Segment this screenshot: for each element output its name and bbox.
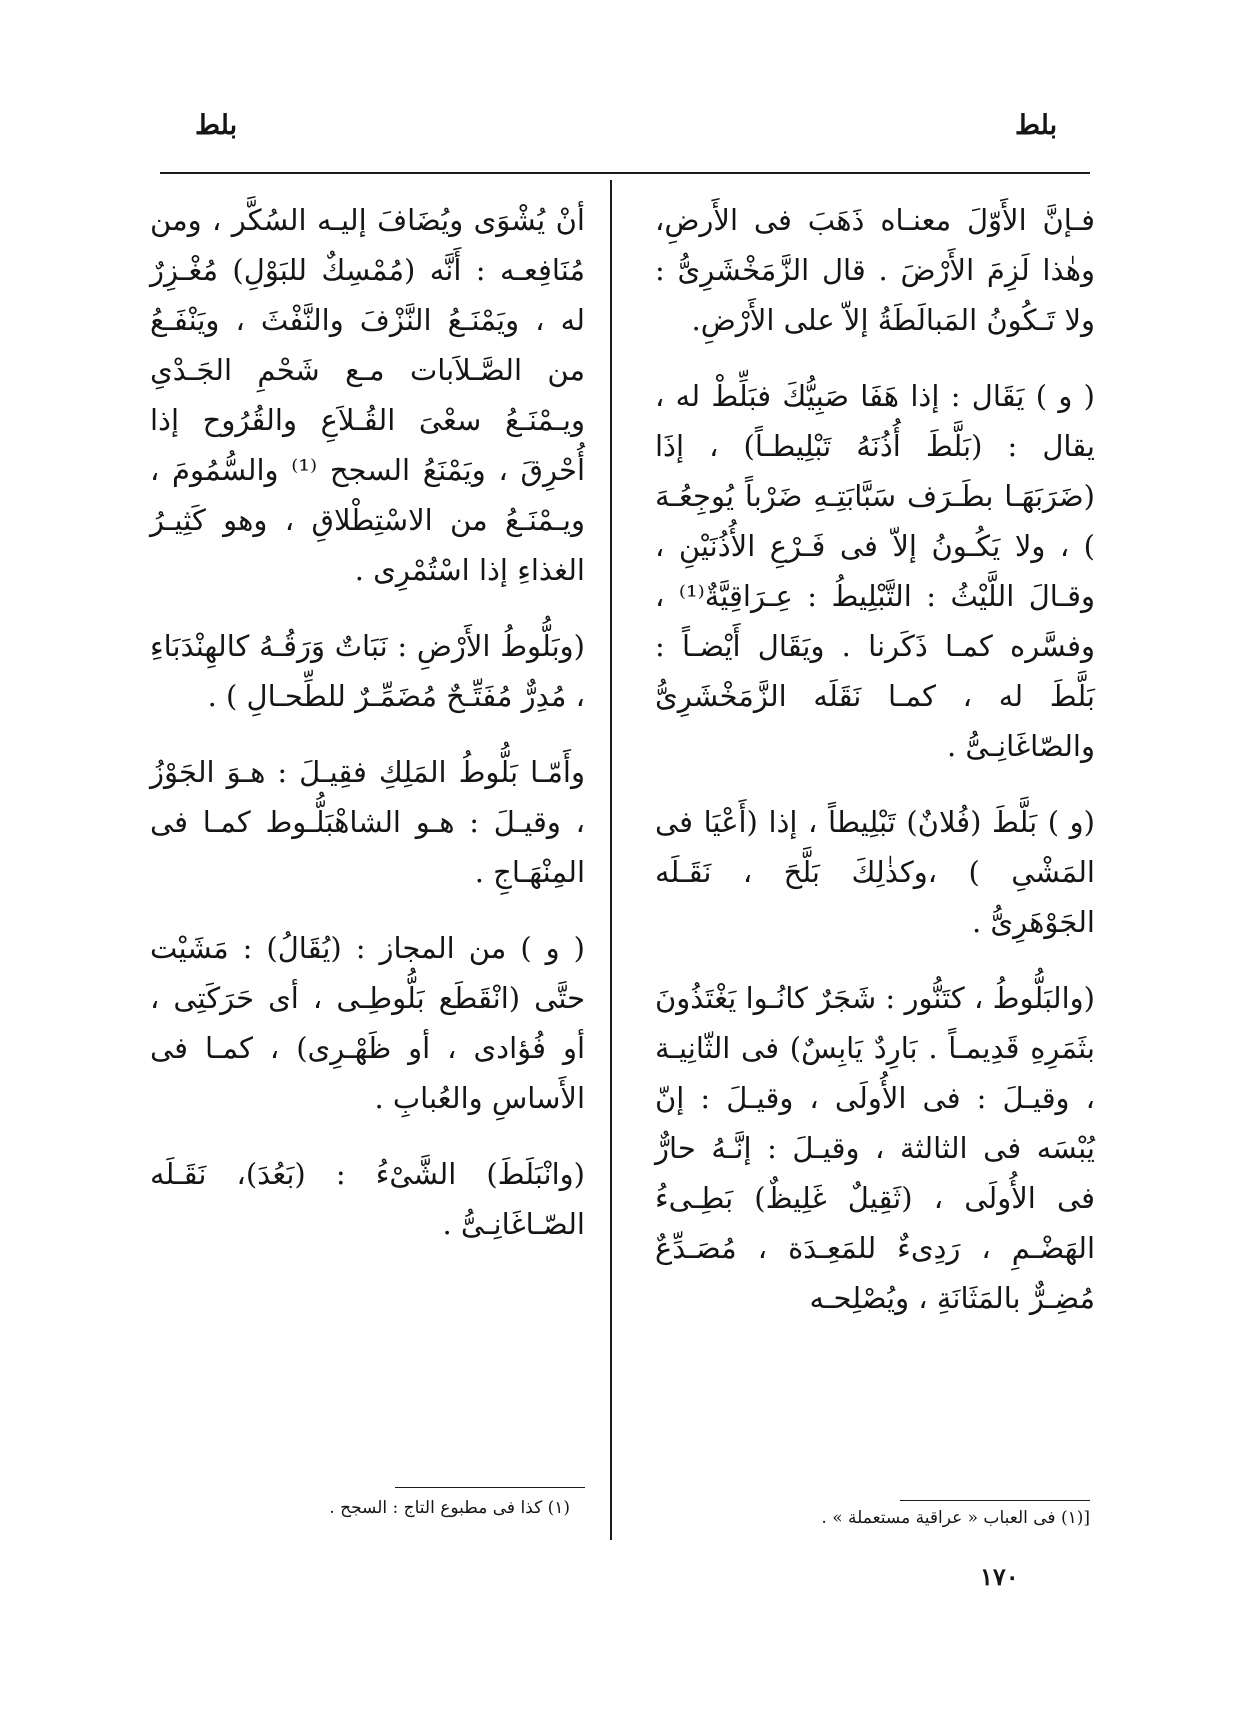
left-column-paragraph: (وانْبَلَطَ) الشَّىْءُ : (بَعُدَ)، نَقَـلَه الصّـاغَانِـىُّ . [150,1157,585,1241]
footnote-right: [(١) فى العباب « عراقية مستعملة » . [821,1508,1090,1528]
running-header-right: بلط [1015,110,1058,141]
footnote-rule-right [900,1500,1090,1501]
right-column [655,195,1095,1349]
page-number: ١٧٠ [980,1562,1019,1591]
header-rule [160,172,1090,174]
right-column-paragraph: (والبَلُّوطُ ، كتَنُّور : شَجَرٌ كانُـوا يَغْتَذُونَ بثَمَرِهِ قَدِيمـاً . بَارِدٌ يَابِسٌ) فى الثّانِيـة ، وقيـلَ : فى الأُولَى ، وقيـلَ : إنّ يُبْسَه فى الثالثة ، وقيـلَ : إنَّـهُ حارٌّ فى الأُولَى ، (ثَقِيلٌ غَلِيظٌ) بَطِـىءُ الهَضْـمِ ، رَدِىءٌ للمَعِـدَة ، مُصَـدِّعٌ مُضِـرٌّ بالمَثَانَةِ ، ويُصْلِحـه [655,981,1095,1315]
footnote-left: (١) كذا فى مطبوع التاج : السجح . [329,1498,570,1518]
column-divider [610,180,612,1540]
left-column-paragraph: أنْ يُشْوَى ويُضَافَ إليـه السُكَّر ، ومن مُنَافِعـه : أَنَّه (مُمْسِكٌ للبَوْلِ) مُغْـزِرٌ له ، ويَمْنَـعُ النَّزْفَ والنَّفْثَ ، ويَنْفَـعُ من الصَّـلاَبات مـع شَحْمِ الجَـدْىِ ويـمْنَـعُ سعْىَ القُـلاَعِ والقُرُوح إذا أُحْرِقَ ، ويَمْنَعُ السجح ⁽¹⁾ والسُّمُومَ ، ويـمْنَـعُ من الاسْتِطْلاقِ ، وهو كَثِيـرُ الغذاءِ إذا اسْتُمْرِى . [150,203,585,587]
left-column-paragraph: وأَمّـا بَلُّوطُ المَلِكِ فقِيـلَ : هـوَ الجَوْزُ ، وقيـلَ : هـو الشاهْبَلُّـوط كمـا فى المِنْهَـاجِ . [150,755,585,889]
right-column-paragraph: ( و ) يَقَال : إذا هَفَا صَبِيُّكَ فبَلِّطْ له ، يقال : (بَلَّطَ أُذُنَهُ تَبْلِيطـاً) ، إذَا (ضَرَبَهَـا بطَـرَف سَبَّابَتِـهِ ضَرْباً يُوجِعُـهَ ) ، ولا يَكُـونُ إلاّ فى فَـرْعِ الأُذُنَيْنِ ، وقـالَ اللَّيْثُ : التَّبْلِيطُ : عِـرَاقِيَّةٌ⁽¹⁾ ، وفسَّره كمـا ذَكَرنا . ويَقَال أَيْضـاً : بَلَّطَ له ، كمـا نَقَلَه الزَّمَخْشَرِىُّ والصّاغَانِـىُّ . [655,379,1096,763]
left-column [150,195,585,1275]
right-column-paragraph: فـإنَّ الأَوّلَ معنـاه ذَهَبَ فى الأَرضِ، وهٰذا لَزِمَ الأَرْضَ . قال الزَّمَخْشَرِىُّ : ولا تَـكُونُ المَبالَطَةُ إلاّ على الأَرْضِ. [655,203,1095,337]
left-column-paragraph: ( و ) من المجاز : (يُقَالُ) : مَشَيْت حتَّى (انْقَطَع بَلُّوطِـى ، أى حَرَكَتِى ، أو فُؤادى ، أو ظَهْـرِى) ، كمـا فى الأَساسِ والعُبابِ . [150,931,585,1115]
running-header-left: بلط [195,110,238,141]
footnote-rule-left [395,1487,585,1488]
right-column-paragraph: (و ) بَلَّطَ (فُلانٌ) تَبْلِيطاً ، إذا (أَعْيَا فى المَشْىِ ) ،وكذٰلِكَ بَلَّحَ ، نَقَـلَه الجَوْهَرِىُّ . [655,805,1095,939]
left-column-paragraph: (وبَلُّوطُ الأَرْضِ : نَبَاتٌ وَرَقُـهُ كالهِنْدَبَاءِ ، مُدِرٌّ مُفَتِّـحٌ مُضَمِّـرٌ للطِّحـالِ ) . [150,629,585,713]
